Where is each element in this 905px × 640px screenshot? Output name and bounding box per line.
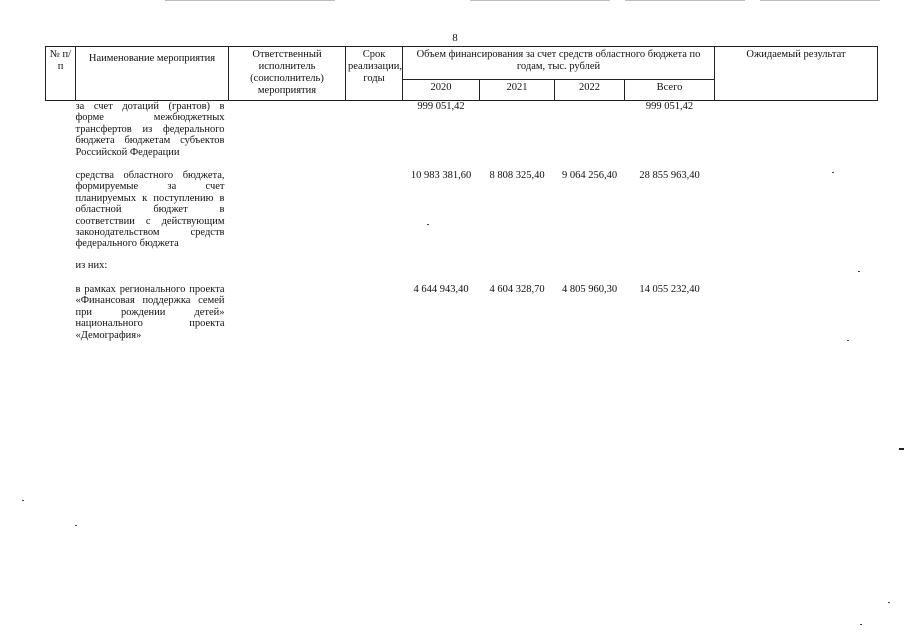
scan-speck [847,340,849,341]
scan-speck [75,525,77,526]
top-scan-rule-4 [760,0,880,1]
page-number: 8 [452,32,458,44]
table-row [46,101,878,159]
scan-speck [22,500,24,501]
cell-total: 999 051,42 [645,101,694,112]
header-term: Срок реализации, годы [346,47,403,101]
row-sublabel: из них: [75,259,108,271]
cell-total: 28 855 963,40 [639,170,700,182]
table-row [46,170,878,250]
funding-table [45,46,878,341]
header-funding: Объем финансирования за счет средств областного бюджета по годам, тыс. рублей [403,47,715,80]
header-year-2022: 2022 [555,80,625,101]
top-scan-rule-3 [625,0,745,1]
cell-2020: 4 644 943,40 [413,283,469,295]
top-scan-rule-1 [165,0,335,1]
row-name: в рамках регионального проекта «Финансовая поддержка семей при рождении детей» национального проекта «Демография» [75,283,225,341]
cell-2021 [480,101,555,159]
cell-2020: 999 051,42 [417,101,465,112]
table-row [46,284,878,341]
cell-2022: 4 805 960,30 [561,283,618,295]
scan-edge-mark [899,448,904,450]
scan-speck [858,271,860,272]
header-result: Ожидаемый результат [715,47,878,101]
header-year-2020: 2020 [403,80,480,101]
cell-2021: 8 808 325,40 [489,170,545,182]
top-scan-rule-2 [470,0,610,1]
scan-speck [888,602,890,603]
row-name: средства областного бюджета, формируемые за счет планируемых к поступлению в областной бюджет в соответствии с действующим законодательством средств федерального бюджета [75,170,225,250]
header-responsible: Ответственный исполнитель (соисполнитель) мероприятия [229,47,346,101]
cell-2020: 10 983 381,60 [410,170,472,182]
table-row [46,260,878,272]
scan-speck [832,172,834,173]
header-name: Наименование мероприятия [76,47,229,101]
row-name: за счет дотаций (грантов) в форме межбюджетных трансфертов из федерального бюджета бюджетам субъектов Российской Федерации [75,101,225,158]
cell-total: 14 055 232,40 [639,283,700,295]
header-no: № п/п [46,47,76,101]
header-year-2021: 2021 [480,80,555,101]
cell-2022: 9 064 256,40 [561,170,618,182]
scan-speck [860,624,862,625]
header-total: Всего [625,80,715,101]
cell-2022 [555,101,625,159]
cell-2021: 4 604 328,70 [489,283,545,295]
scan-speck [427,224,429,225]
